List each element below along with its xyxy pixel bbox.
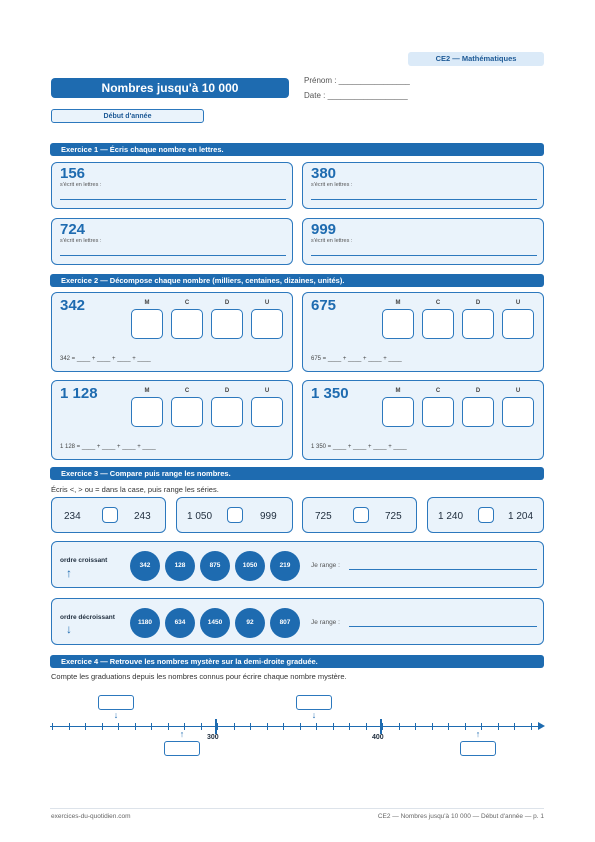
- ex2-number: 675: [311, 297, 337, 314]
- digit-box-m[interactable]: [131, 309, 163, 339]
- col-label-d: D: [475, 300, 481, 306]
- col-label-d: D: [224, 388, 230, 394]
- graduation-tick: [52, 723, 53, 730]
- graduation-tick: [531, 723, 532, 730]
- ex2-card-4: [302, 380, 544, 460]
- ex2-card-1: [51, 292, 293, 372]
- ex1-answer-line[interactable]: [60, 255, 286, 256]
- graduation-tick: [69, 723, 70, 730]
- series-label: ordre croissant: [60, 557, 108, 564]
- ex1-prompt: s'écrit en lettres :: [60, 182, 102, 188]
- graduation-tick: [366, 723, 367, 730]
- digit-box-d[interactable]: [462, 397, 494, 427]
- graduation-tick: [382, 723, 383, 730]
- compare-left-number: 1 050: [187, 511, 213, 522]
- ranking-label: Je range :: [311, 619, 340, 626]
- compare-left-number: 1 240: [438, 511, 464, 522]
- compare-sign-box[interactable]: [227, 507, 243, 523]
- col-label-u: U: [515, 388, 521, 394]
- digit-box-d[interactable]: [462, 309, 494, 339]
- exercise-4-title: Exercice 4 — Retrouve les nombres mystère sur la demi-droite graduée.: [50, 655, 544, 668]
- compare-sign-box[interactable]: [478, 507, 494, 523]
- ex2-number: 1 128: [60, 385, 98, 402]
- col-label-c: C: [184, 300, 190, 306]
- compare-card-3: [302, 497, 417, 533]
- series-number-circle[interactable]: 807: [270, 608, 300, 638]
- up-arrow-icon: ↑: [66, 566, 72, 580]
- prenom-field[interactable]: Prénom : ________________: [304, 76, 410, 85]
- level-tag: Début d'année: [51, 109, 204, 123]
- compare-card-2: [176, 497, 293, 533]
- major-graduation-tick: [380, 719, 382, 734]
- ex2-equation[interactable]: 1 128 = ____ + ____ + ____ + ____: [60, 444, 156, 450]
- graduation-tick: [135, 723, 136, 730]
- ex1-number: 724: [60, 221, 86, 238]
- ex4-instruction: Compte les graduations depuis les nombres connus pour écrire chaque nombre mystère.: [51, 672, 347, 681]
- digit-box-m[interactable]: [382, 397, 414, 427]
- digit-box-u[interactable]: [251, 397, 283, 427]
- graduation-tick: [399, 723, 400, 730]
- footer-site: exercices-du-quotidien.com: [51, 813, 131, 820]
- col-label-c: C: [184, 388, 190, 394]
- series-number-circle[interactable]: 128: [165, 551, 195, 581]
- col-label-u: U: [264, 300, 270, 306]
- exercise-2-title: Exercice 2 — Décompose chaque nombre (milliers, centaines, dizaines, unités).: [50, 274, 544, 287]
- series-card-descending: [51, 598, 544, 645]
- mystery-answer-box[interactable]: [296, 695, 332, 710]
- footer-page-info: CE2 — Nombres jusqu'à 10 000 — Début d'année — p. 1: [377, 813, 544, 820]
- compare-sign-box[interactable]: [102, 507, 118, 523]
- ex1-prompt: s'écrit en lettres :: [311, 182, 353, 188]
- ex3-instruction: Écris <, > ou = dans la case, puis range les séries.: [51, 485, 219, 494]
- compare-right-number: 725: [385, 511, 402, 522]
- series-number-circle[interactable]: 219: [270, 551, 300, 581]
- ex1-number: 156: [60, 165, 86, 182]
- graduation-tick: [283, 723, 284, 730]
- graduation-tick: [234, 723, 235, 730]
- number-line-arrowhead: [538, 722, 545, 730]
- ex1-number: 999: [311, 221, 337, 238]
- digit-box-d[interactable]: [211, 397, 243, 427]
- ex2-equation[interactable]: 1 350 = ____ + ____ + ____ + ____: [311, 444, 407, 450]
- graduation-tick: [514, 723, 515, 730]
- digit-box-m[interactable]: [382, 309, 414, 339]
- graduation-tick: [432, 723, 433, 730]
- graduation-tick: [102, 723, 103, 730]
- mystery-answer-box[interactable]: [164, 741, 200, 756]
- graduation-tick: [217, 723, 218, 730]
- ex1-answer-line[interactable]: [60, 199, 286, 200]
- compare-left-number: 234: [64, 511, 81, 522]
- digit-box-c[interactable]: [171, 397, 203, 427]
- col-label-d: D: [224, 300, 230, 306]
- subject-tag: CE2 — Mathématiques: [408, 52, 544, 66]
- ex2-number: 342: [60, 297, 86, 314]
- ex1-prompt: s'écrit en lettres :: [60, 238, 102, 244]
- series-number-circle[interactable]: 1050: [235, 551, 265, 581]
- ex1-prompt: s'écrit en lettres :: [311, 238, 353, 244]
- col-label-m: M: [144, 388, 150, 394]
- up-arrow-icon: ↑: [475, 729, 481, 739]
- graduation-tick: [448, 723, 449, 730]
- series-number-circle[interactable]: 634: [165, 608, 195, 638]
- digit-box-c[interactable]: [422, 397, 454, 427]
- mystery-answer-box[interactable]: [98, 695, 134, 710]
- compare-card-1: [51, 497, 166, 533]
- graduation-tick: [267, 723, 268, 730]
- graduation-tick: [300, 723, 301, 730]
- digit-box-c[interactable]: [171, 309, 203, 339]
- down-arrow-icon: ↓: [66, 622, 72, 636]
- page-title: Nombres jusqu'à 10 000: [51, 78, 289, 98]
- col-label-d: D: [475, 388, 481, 394]
- mystery-answer-box[interactable]: [460, 741, 496, 756]
- ex1-card-2: [302, 162, 544, 209]
- series-number-circle[interactable]: 875: [200, 551, 230, 581]
- graduation-tick: [333, 723, 334, 730]
- ex2-equation[interactable]: 342 = ____ + ____ + ____ + ____: [60, 356, 151, 362]
- series-number-circle[interactable]: 92: [235, 608, 265, 638]
- date-field[interactable]: Date : __________________: [304, 91, 408, 100]
- ranking-label: Je range :: [311, 562, 340, 569]
- number-line: [50, 726, 540, 727]
- footer-divider: [50, 808, 544, 809]
- series-number-circle[interactable]: 1180: [130, 608, 160, 638]
- digit-box-u[interactable]: [502, 397, 534, 427]
- tick-label-400: 400: [372, 734, 384, 741]
- series-card-ascending: [51, 541, 544, 588]
- digit-box-u[interactable]: [502, 309, 534, 339]
- ex2-card-2: [302, 292, 544, 372]
- series-number-circle[interactable]: 342: [130, 551, 160, 581]
- ex2-card-3: [51, 380, 293, 460]
- ranking-answer-line[interactable]: [349, 626, 537, 627]
- ranking-answer-line[interactable]: [349, 569, 537, 570]
- ex1-card-1: [51, 162, 293, 209]
- ex1-card-3: [51, 218, 293, 265]
- ex1-number: 380: [311, 165, 337, 182]
- col-label-m: M: [395, 388, 401, 394]
- compare-right-number: 243: [134, 511, 151, 522]
- up-arrow-icon: ↑: [179, 729, 185, 739]
- digit-box-u[interactable]: [251, 309, 283, 339]
- exercise-3-title: Exercice 3 — Compare puis range les nombres.: [50, 467, 544, 480]
- compare-card-4: [427, 497, 544, 533]
- digit-box-c[interactable]: [422, 309, 454, 339]
- col-label-m: M: [144, 300, 150, 306]
- col-label-c: C: [435, 300, 441, 306]
- graduation-tick: [151, 723, 152, 730]
- ex1-answer-line[interactable]: [311, 199, 537, 200]
- graduation-tick: [201, 723, 202, 730]
- col-label-c: C: [435, 388, 441, 394]
- col-label-u: U: [264, 388, 270, 394]
- graduation-tick: [316, 723, 317, 730]
- series-number-circle[interactable]: 1450: [200, 608, 230, 638]
- col-label-u: U: [515, 300, 521, 306]
- digit-box-m[interactable]: [131, 397, 163, 427]
- major-graduation-tick: [215, 719, 217, 734]
- compare-right-number: 999: [260, 511, 277, 522]
- digit-box-d[interactable]: [211, 309, 243, 339]
- compare-left-number: 725: [315, 511, 332, 522]
- graduation-tick: [415, 723, 416, 730]
- down-arrow-icon: ↓: [311, 710, 317, 720]
- ex2-equation[interactable]: 675 = ____ + ____ + ____ + ____: [311, 356, 402, 362]
- ex1-card-4: [302, 218, 544, 265]
- graduation-tick: [250, 723, 251, 730]
- compare-right-number: 1 204: [508, 511, 534, 522]
- graduation-tick: [118, 723, 119, 730]
- down-arrow-icon: ↓: [113, 710, 119, 720]
- ex2-number: 1 350: [311, 385, 349, 402]
- ex1-answer-line[interactable]: [311, 255, 537, 256]
- col-label-m: M: [395, 300, 401, 306]
- graduation-tick: [349, 723, 350, 730]
- series-label: ordre décroissant: [60, 614, 115, 621]
- exercise-1-title: Exercice 1 — Écris chaque nombre en lettres.: [50, 143, 544, 156]
- tick-label-300: 300: [207, 734, 219, 741]
- compare-sign-box[interactable]: [353, 507, 369, 523]
- graduation-tick: [498, 723, 499, 730]
- graduation-tick: [85, 723, 86, 730]
